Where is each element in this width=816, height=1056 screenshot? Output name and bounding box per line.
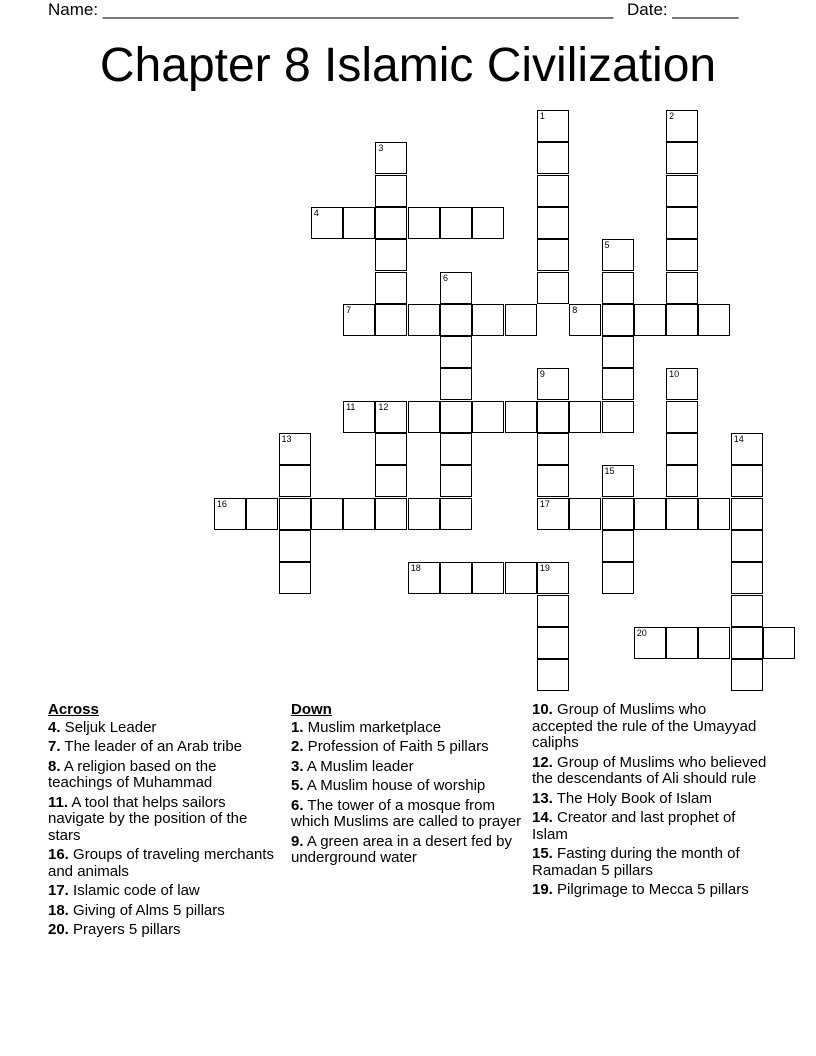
cell-number: 17: [539, 498, 550, 509]
crossword-cell[interactable]: [537, 562, 569, 594]
clue-number: 19.: [532, 881, 553, 898]
clue-item: [532, 882, 768, 899]
clue-text: Prayers 5 pillars: [68, 921, 181, 938]
clue-text: Giving of Alms 5 pillars: [68, 901, 225, 919]
crossword-cell[interactable]: [602, 562, 634, 594]
crossword-cell[interactable]: [279, 562, 311, 594]
down-clues-continued: [532, 702, 768, 902]
crossword-cell[interactable]: [375, 207, 407, 239]
clue-number: 15.: [532, 845, 553, 862]
crossword-cell[interactable]: [537, 498, 569, 530]
crossword-cell[interactable]: [375, 498, 407, 530]
down-clue-list-continued: [532, 702, 768, 899]
clue-number: 11.: [48, 793, 69, 811]
crossword-cell[interactable]: [408, 498, 440, 530]
crossword-cell[interactable]: [375, 175, 407, 207]
clue-item: [48, 883, 280, 900]
clue-text: A Muslim house of worship: [303, 777, 486, 794]
clue-item: [48, 922, 280, 939]
crossword-cell[interactable]: [731, 465, 763, 497]
crossword-cell[interactable]: [666, 465, 698, 497]
clue-number: 17.: [48, 882, 69, 899]
clue-text: A Muslim leader: [303, 757, 414, 775]
crossword-cell[interactable]: [666, 368, 698, 400]
crossword-cell[interactable]: [537, 401, 569, 433]
clue-number: 8.: [48, 757, 61, 775]
crossword-cell[interactable]: [666, 272, 698, 304]
crossword-cell[interactable]: [537, 207, 569, 239]
across-heading: Across: [48, 701, 99, 718]
clue-number: 10.: [532, 701, 553, 718]
crossword-cell[interactable]: [731, 530, 763, 562]
crossword-cell[interactable]: [666, 239, 698, 271]
crossword-cell[interactable]: [343, 498, 375, 530]
crossword-cell[interactable]: [537, 627, 569, 659]
clue-text: The leader of an Arab tribe: [60, 738, 243, 755]
crossword-cell[interactable]: [408, 207, 440, 239]
across-clue-list: [48, 720, 280, 939]
page-title: Chapter 8 Islamic Civilization: [99, 39, 717, 92]
crossword-cell[interactable]: [375, 239, 407, 271]
crossword-cell[interactable]: [279, 465, 311, 497]
clue-text: Group of Muslims who accepted the rule of the Umayyad caliphs: [532, 701, 757, 751]
clue-number: 1.: [291, 718, 304, 736]
cell-number: 10: [669, 369, 680, 380]
crossword-cell[interactable]: [602, 368, 634, 400]
crossword-cell[interactable]: [666, 627, 698, 659]
clue-item: [532, 846, 768, 879]
crossword-cell[interactable]: [731, 433, 763, 465]
crossword-cell[interactable]: [343, 401, 375, 433]
clue-number: 2.: [291, 738, 304, 755]
clue-text: A religion based on the teachings of Muhammad: [48, 757, 217, 791]
cell-number: 18: [410, 563, 421, 574]
crossword-cell[interactable]: [440, 207, 472, 239]
crossword-cell[interactable]: [666, 304, 698, 336]
crossword-cell[interactable]: [408, 401, 440, 433]
crossword-cell[interactable]: [214, 498, 246, 530]
crossword-cell[interactable]: [602, 304, 634, 336]
clue-item: [532, 810, 768, 843]
clue-text: Pilgrimage to Mecca 5 pillars: [552, 881, 749, 898]
crossword-cell[interactable]: [440, 498, 472, 530]
crossword-cell[interactable]: [763, 627, 795, 659]
crossword-cell[interactable]: [440, 272, 472, 304]
crossword-cell[interactable]: [602, 401, 634, 433]
crossword-cell[interactable]: [440, 465, 472, 497]
crossword-cell[interactable]: [279, 498, 311, 530]
clue-text: A green area in a desert fed by underground water: [291, 832, 512, 866]
crossword-cell[interactable]: [537, 142, 569, 174]
clue-item: [48, 903, 280, 920]
crossword-cell[interactable]: [666, 142, 698, 174]
crossword-cell[interactable]: [408, 562, 440, 594]
clue-number: 13.: [532, 789, 553, 807]
clue-item: [291, 798, 523, 831]
crossword-cell[interactable]: [375, 272, 407, 304]
clue-item: [291, 739, 523, 756]
crossword-cell[interactable]: [375, 465, 407, 497]
clue-item: [48, 759, 280, 792]
crossword-cell[interactable]: [666, 498, 698, 530]
clue-item: [291, 720, 523, 737]
clue-number: 6.: [291, 796, 304, 814]
crossword-cell[interactable]: [698, 498, 730, 530]
cell-number: 11: [346, 401, 356, 412]
crossword-cell[interactable]: [472, 401, 504, 433]
clue-text: The Holy Book of Islam: [552, 789, 712, 807]
crossword-cell[interactable]: [311, 207, 343, 239]
cell-number: 4: [313, 207, 319, 218]
clue-text: Profession of Faith 5 pillars: [303, 738, 489, 755]
crossword-cell[interactable]: [569, 401, 601, 433]
down-clues: [291, 702, 523, 870]
date-field-label: Date: _______: [627, 0, 739, 19]
cell-number: 7: [346, 304, 352, 315]
cell-number: 6: [443, 272, 449, 283]
clue-number: 9.: [291, 832, 304, 850]
crossword-cell[interactable]: [279, 530, 311, 562]
crossword-cell[interactable]: [440, 368, 472, 400]
down-heading: Down: [291, 701, 332, 718]
crossword-cell[interactable]: [666, 207, 698, 239]
crossword-cell[interactable]: [602, 530, 634, 562]
crossword-cell[interactable]: [279, 433, 311, 465]
clue-text: The tower of a mosque from which Muslims are called to prayer: [291, 796, 522, 830]
crossword-cell[interactable]: [440, 562, 472, 594]
clue-text: Fasting during the month of Ramadan 5 pillars: [532, 845, 740, 879]
crossword-cell[interactable]: [666, 110, 698, 142]
clue-item: [48, 720, 280, 737]
cell-number: 16: [216, 498, 227, 509]
clue-number: 3.: [291, 757, 304, 775]
crossword-cell[interactable]: [375, 304, 407, 336]
clue-text: Group of Muslims who believed the descendants of Ali should rule: [532, 753, 767, 787]
crossword-cell[interactable]: [602, 498, 634, 530]
crossword-cell[interactable]: [537, 110, 569, 142]
crossword-cell[interactable]: [375, 433, 407, 465]
crossword-cell[interactable]: [440, 304, 472, 336]
clue-number: 7.: [48, 738, 61, 755]
clue-number: 12.: [532, 753, 553, 771]
cell-number: 8: [572, 304, 578, 315]
clue-item: [532, 702, 768, 752]
cell-number: 1: [539, 111, 545, 121]
cell-number: 19: [539, 563, 550, 574]
crossword-cell[interactable]: [537, 272, 569, 304]
crossword-cell[interactable]: [666, 175, 698, 207]
crossword-cell[interactable]: [569, 498, 601, 530]
crossword-cell[interactable]: [472, 207, 504, 239]
clue-item: [291, 778, 523, 795]
crossword-cell[interactable]: [375, 401, 407, 433]
clue-text: Seljuk Leader: [60, 718, 157, 736]
crossword-cell[interactable]: [634, 498, 666, 530]
cell-number: 15: [604, 466, 615, 477]
crossword-cell[interactable]: [246, 498, 278, 530]
clue-number: 5.: [291, 777, 304, 794]
crossword-cell[interactable]: [472, 304, 504, 336]
crossword-cell[interactable]: [602, 465, 634, 497]
cell-number: 2: [669, 111, 675, 121]
cell-number: 13: [281, 434, 292, 444]
crossword-cell[interactable]: [375, 142, 407, 174]
clue-number: 4.: [48, 718, 61, 736]
clue-text: Creator and last prophet of Islam: [532, 809, 736, 843]
clue-item: [291, 834, 523, 867]
clue-text: Groups of traveling merchants and animals: [48, 846, 274, 880]
clue-text: Islamic code of law: [68, 882, 200, 899]
crossword-cell[interactable]: [343, 304, 375, 336]
crossword-cell[interactable]: [731, 498, 763, 530]
down-clue-list: [291, 720, 523, 867]
crossword-cell[interactable]: [440, 401, 472, 433]
crossword-cell[interactable]: [537, 368, 569, 400]
crossword-cell[interactable]: [505, 401, 537, 433]
clue-text: Muslim marketplace: [303, 718, 442, 736]
clue-number: 20.: [48, 921, 69, 938]
cell-number: 14: [733, 434, 744, 444]
crossword-cell[interactable]: [569, 304, 601, 336]
crossword-cell[interactable]: [602, 239, 634, 271]
cell-number: 20: [636, 627, 647, 638]
crossword-cell[interactable]: [472, 562, 504, 594]
clue-item: [291, 759, 523, 776]
crossword-cell[interactable]: [731, 627, 763, 659]
crossword-cell[interactable]: [602, 272, 634, 304]
cell-number: 3: [378, 143, 384, 154]
crossword-cell[interactable]: [731, 659, 763, 691]
crossword-cell[interactable]: [634, 304, 666, 336]
crossword-cell[interactable]: [602, 336, 634, 368]
crossword-cell[interactable]: [537, 659, 569, 691]
clue-item: [532, 755, 768, 788]
clue-number: 14.: [532, 809, 553, 826]
clue-number: 18.: [48, 901, 69, 919]
crossword-cell[interactable]: [537, 239, 569, 271]
across-clues: [48, 702, 280, 942]
crossword-cell[interactable]: [537, 175, 569, 207]
clue-item: [48, 739, 280, 756]
crossword-cell[interactable]: [666, 401, 698, 433]
clue-item: [48, 795, 280, 845]
cell-number: 9: [539, 369, 545, 380]
crossword-cell[interactable]: [698, 304, 730, 336]
crossword-cell[interactable]: [440, 433, 472, 465]
crossword-cell[interactable]: [731, 595, 763, 627]
crossword-cell[interactable]: [343, 207, 375, 239]
clue-item: [48, 847, 280, 880]
crossword-cell[interactable]: [505, 304, 537, 336]
crossword-cell[interactable]: [698, 627, 730, 659]
crossword-cell[interactable]: [537, 433, 569, 465]
name-field-label: Name: ______________________________________________________: [48, 0, 614, 19]
clue-item: [532, 791, 768, 808]
crossword-cell[interactable]: [440, 336, 472, 368]
crossword-cell[interactable]: [731, 562, 763, 594]
cell-number: 5: [604, 240, 610, 251]
crossword-cell[interactable]: [537, 595, 569, 627]
crossword-cell[interactable]: [505, 562, 537, 594]
crossword-cell[interactable]: [408, 304, 440, 336]
crossword-cell[interactable]: [634, 627, 666, 659]
clue-text: A tool that helps sailors navigate by the position of the stars: [48, 793, 248, 844]
cell-number: 12: [378, 401, 389, 412]
crossword-cell[interactable]: [666, 433, 698, 465]
clue-number: 16.: [48, 846, 69, 863]
crossword-cell[interactable]: [537, 465, 569, 497]
crossword-cell[interactable]: [311, 498, 343, 530]
